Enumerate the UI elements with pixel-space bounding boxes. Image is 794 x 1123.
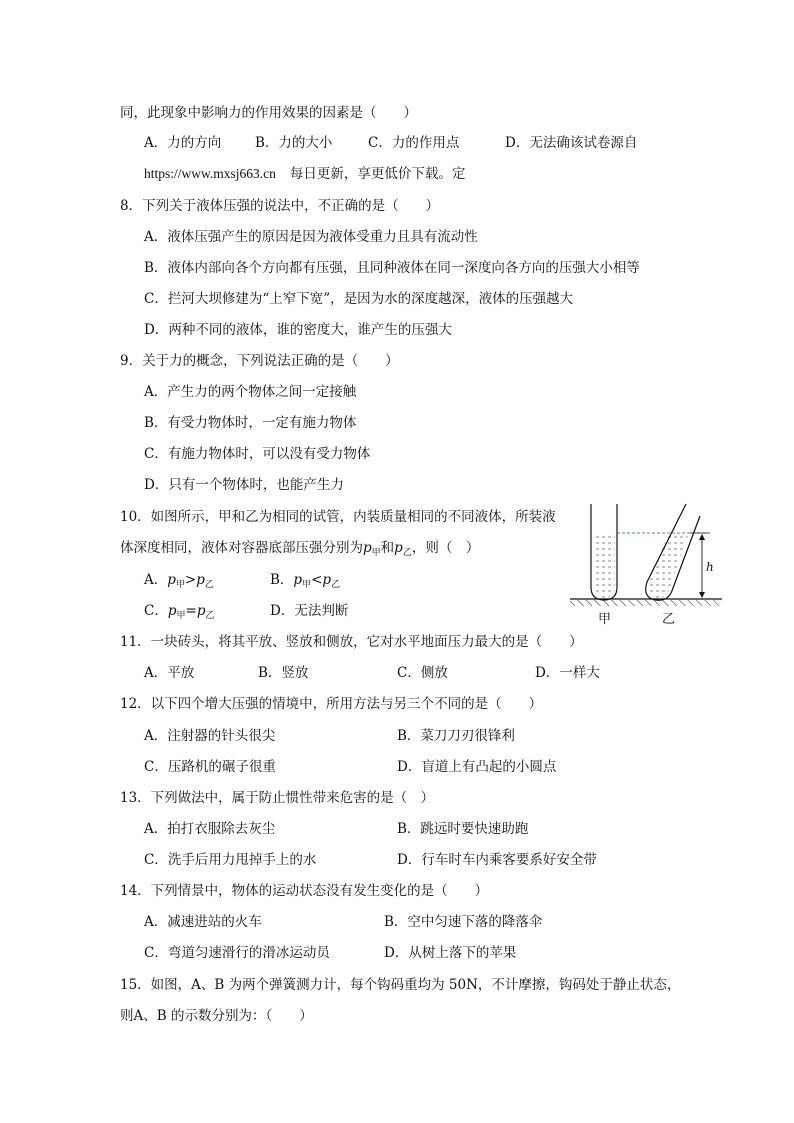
q8-option-d: D．两种不同的液体，谁的密度大，谁产生的压强大 — [144, 322, 452, 338]
q14-option-b: B．空中匀速下落的降落伞 — [384, 914, 543, 930]
q8-option-b: B．液体内部向各个方向都有压强，且同种液体在同一深度向各方向的压强大小相等 — [144, 260, 640, 276]
h-arrow-head-bottom — [699, 592, 705, 598]
label-yi: 乙 — [662, 612, 676, 627]
label-jia: 甲 — [598, 612, 612, 627]
q14-option-d: D．从树上落下的苹果 — [384, 945, 517, 961]
q7-option-d: D．无法确该试卷源自 — [505, 135, 638, 151]
q11-option-d: D．一样大 — [535, 665, 600, 681]
q11-option-c: C．侧放 — [397, 665, 448, 681]
q7-option-b: B．力的大小 — [255, 135, 333, 151]
q14-option-a: A．减速进站的火车 — [144, 914, 262, 930]
q7-option-c: C．力的作用点 — [368, 135, 460, 151]
q12-stem: 12．以下四个增大压强的情境中，所用方法与另三个不同的是（ ） — [120, 696, 543, 712]
watermark-url: https://www.mxsj663.cn — [144, 166, 276, 181]
q13-option-b: B．跳远时要快速助跑 — [397, 821, 529, 837]
tube-yi-liquid — [648, 533, 689, 598]
q9-option-b: B．有受力物体时，一定有施力物体 — [144, 415, 357, 431]
q14-stem: 14．下列情景中，物体的运动状态没有发生变化的是（ ） — [120, 883, 489, 899]
q9-option-a: A．产生力的两个物体之间一定接触 — [144, 384, 357, 400]
q10-option-d: D．无法判断 — [270, 603, 349, 619]
q10-option-b: B．$p_甲<p_乙$ — [270, 572, 341, 590]
q9-stem: 9．关于力的概念，下列说法正确的是（ ） — [120, 353, 399, 369]
q11-stem: 11．一块砖头，将其平放、竖放和侧放，它对水平地面压力最大的是（ ） — [120, 634, 583, 650]
q12-option-d: D．盲道上有凸起的小圆点 — [397, 759, 557, 775]
q10-option-c: C．$p_甲=p_乙$ — [144, 603, 215, 621]
q9-option-d: D．只有一个物体时，也能产生力 — [144, 477, 344, 493]
q12-option-a: A．注射器的针头很尖 — [144, 728, 276, 744]
q9-option-c: C．有施力物体时，可以没有受力物体 — [144, 446, 371, 462]
test-tubes-figure — [560, 498, 730, 630]
q12-option-b: B．菜刀刀刃很锋利 — [397, 728, 515, 744]
q7-option-a: A．力的方向 — [144, 135, 222, 151]
q8-option-c: C．拦河大坝修建为“上窄下宽”，是因为水的深度越深，液体的压强越大 — [144, 291, 574, 307]
watermark-line — [144, 165, 465, 183]
watermark-text: 每日更新，享更低价下载。定 — [289, 166, 466, 182]
q14-option-c: C．弯道匀速滑行的滑冰运动员 — [144, 945, 330, 961]
q10-stem-line1: 10．如图所示，甲和乙为相同的试管，内装质量相同的不同液体，所装液 — [120, 509, 556, 525]
q12-option-c: C．压路机的碾子很重 — [144, 759, 276, 775]
q7-stem-continuation: 同，此现象中影响力的作用效果的因素是（ ） — [120, 105, 417, 121]
q10-option-a: A．$p_甲>p_乙$ — [144, 572, 214, 590]
q13-stem: 13．下列做法中，属于防止惯性带来危害的是（ ） — [120, 790, 435, 806]
q13-option-a: A．拍打衣服除去灰尘 — [144, 821, 276, 837]
tube-jia-liquid — [593, 533, 615, 598]
q10-stem-line2: 体深度相同，液体对容器底部压强分别为$p_甲$和$p_乙$，则（ ） — [120, 540, 480, 558]
q15-stem-line1: 15．如图，A、B 为两个弹簧测力计，每个钩码重均为 50N，不计摩擦，钩码处于静止状态， — [120, 977, 681, 993]
ground-hatch — [570, 600, 722, 606]
q11-option-b: B．竖放 — [258, 665, 309, 681]
h-label: h — [706, 560, 714, 574]
q11-option-a: A．平放 — [144, 665, 195, 681]
q8-stem: 8．下列关于液体压强的说法中，不正确的是（ ） — [120, 198, 440, 214]
q15-stem-line2: 则A、B 的示数分别为：（ ） — [120, 1008, 313, 1024]
q13-option-d: D．行车时车内乘客要系好安全带 — [397, 852, 597, 868]
q13-option-c: C．洗手后用力甩掉手上的水 — [144, 852, 317, 868]
h-arrow-head-top — [699, 534, 705, 540]
q8-option-a: A．液体压强产生的原因是因为液体受重力且具有流动性 — [144, 229, 478, 245]
